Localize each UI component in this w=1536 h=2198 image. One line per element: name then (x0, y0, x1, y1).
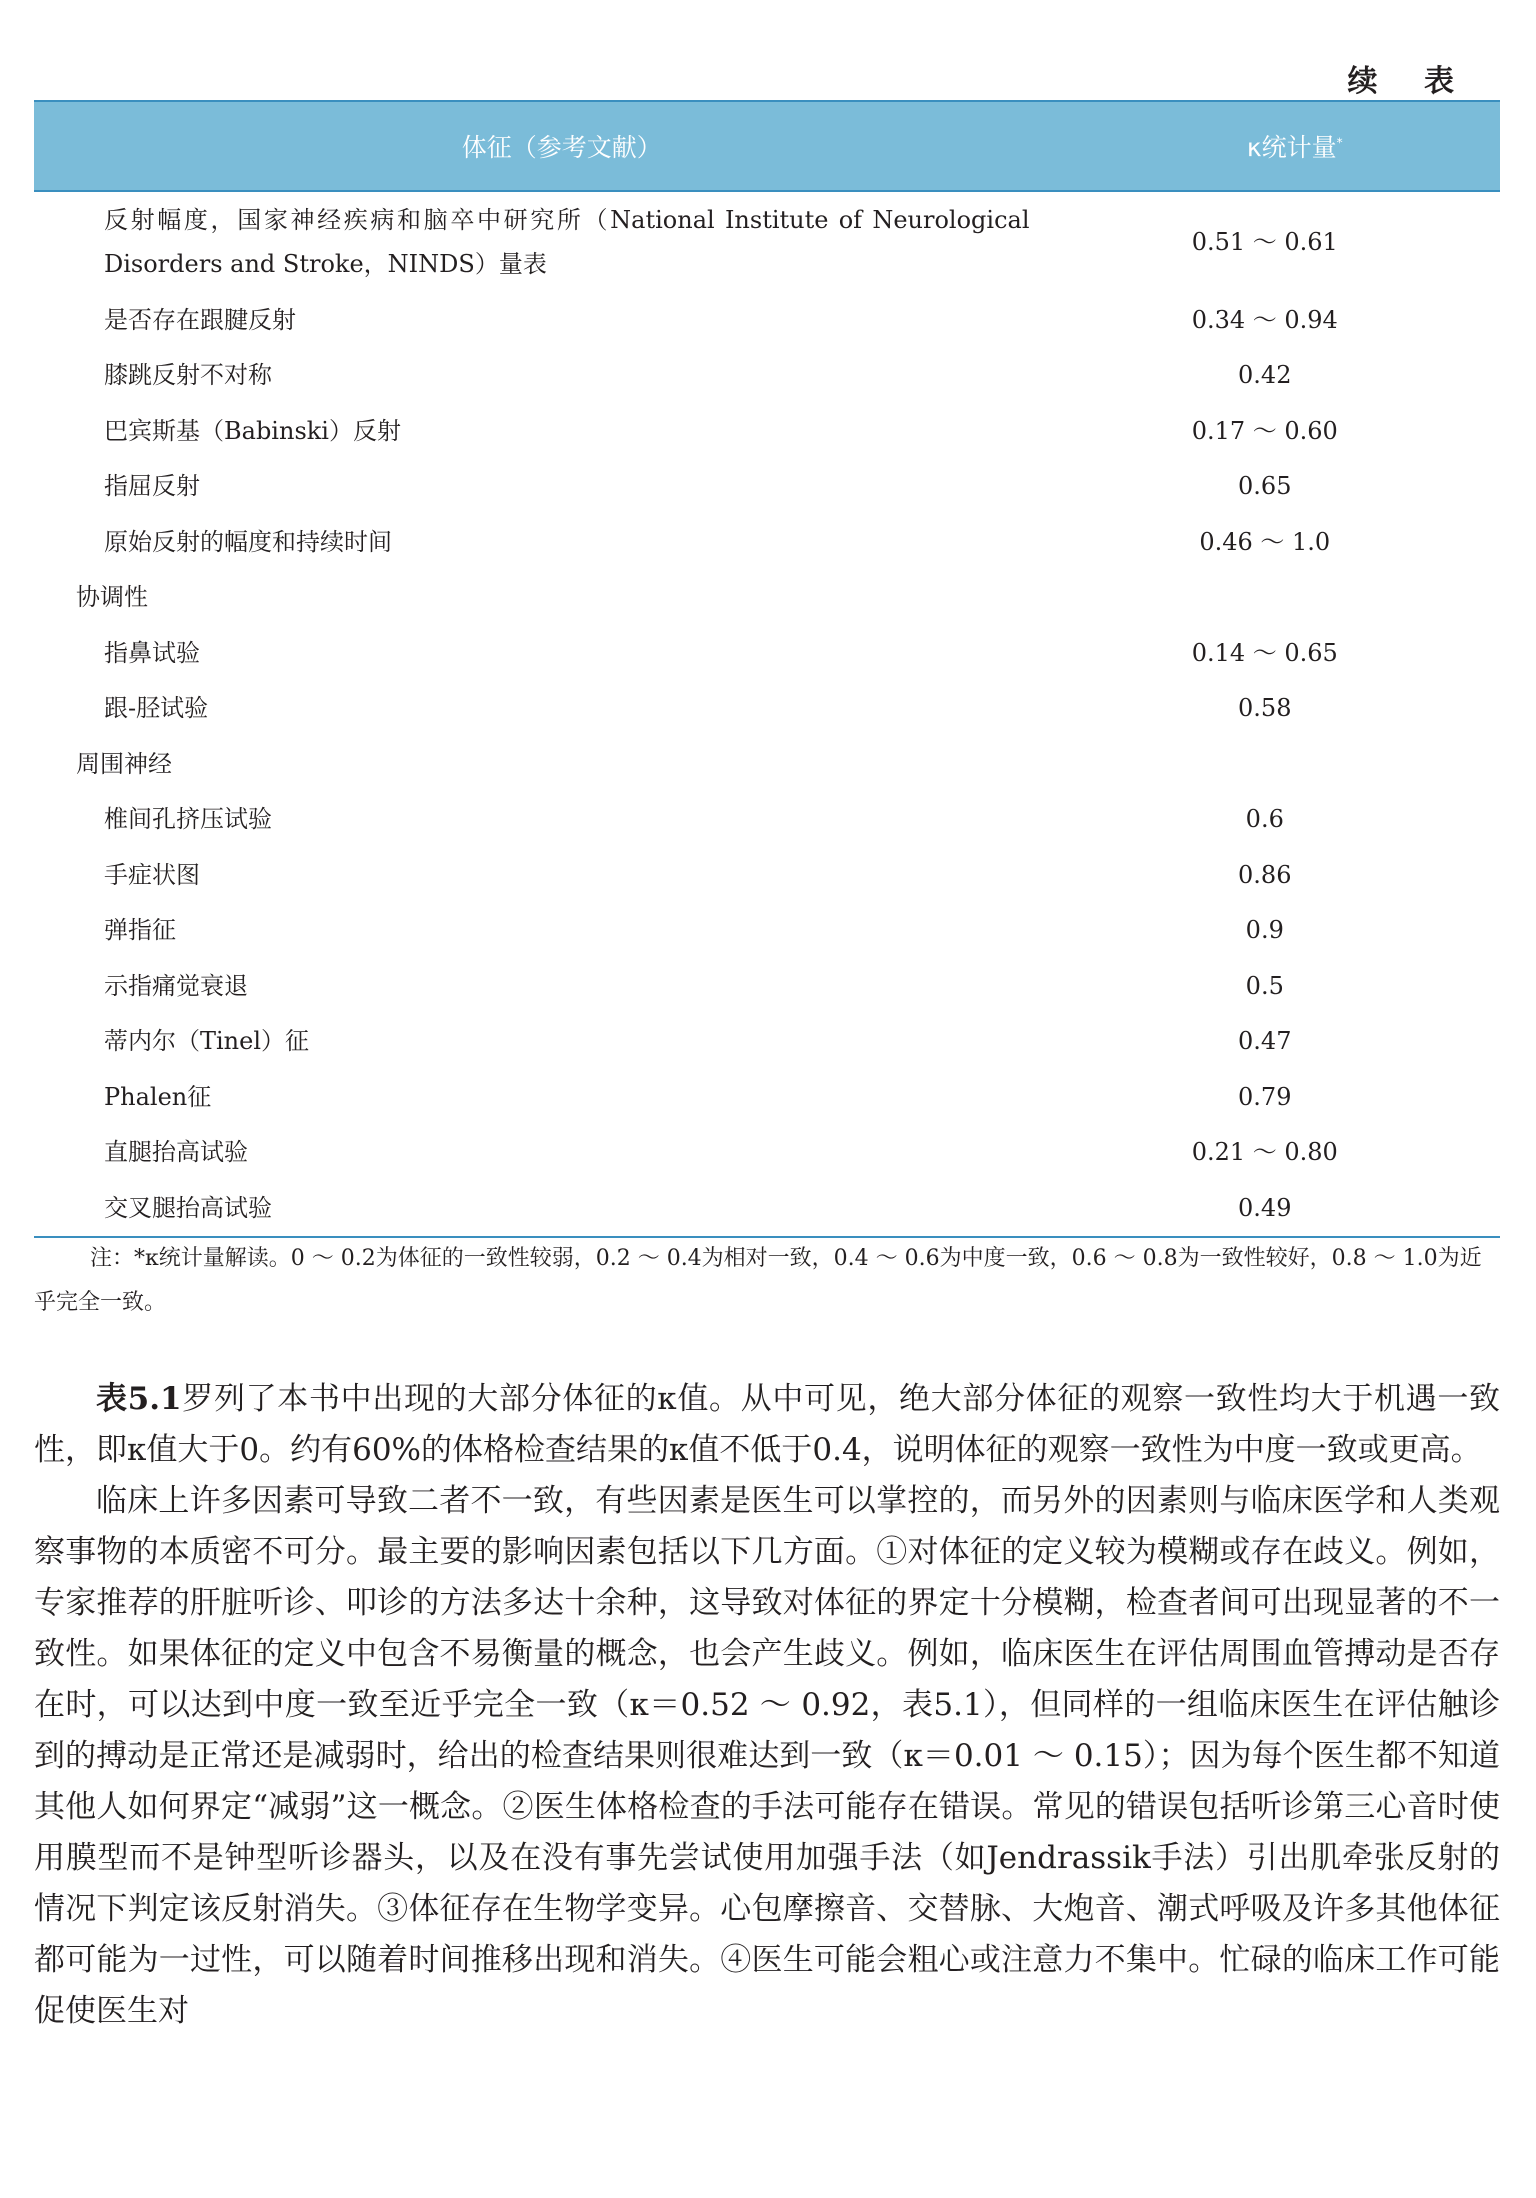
kappa-cell: 0.49 (1090, 1180, 1500, 1237)
sign-cell: 周围神经 (76, 749, 172, 778)
kappa-cell: 0.6 (1245, 805, 1284, 834)
kappa-cell: 0.17 ～ 0.60 (1191, 416, 1338, 445)
table-row (34, 1014, 1500, 1070)
table-row (34, 514, 1500, 570)
header-kappa-footnote-mark: * (1336, 135, 1343, 150)
sign-cell: 弹指征 (104, 916, 176, 945)
sign-cell: 椎间孔挤压试验 (104, 805, 272, 834)
signs-table-container (34, 100, 1500, 1238)
body-text (34, 1374, 1500, 2037)
table-category-row (34, 736, 1500, 792)
kappa-cell: 0.86 (1238, 860, 1292, 889)
paragraph-text: 临床上许多因素可导致二者不一致，有些因素是医生可以掌控的，而另外的因素则与临床医学和人类观察事物的本质密不可分。最主要的影响因素包括以下几方面。①对体征的定义较为模糊或存在歧义。例如，专家推荐的肝脏听诊、叩诊的方法多达十余种，这导致对体征的界定十分模糊，检查者间可出现显著的不一致性。如果体征的定义中包含不易衡量的概念，也会产生歧义。例如，临床医生在评估周围血管搏动是否存在时，可以达到中度一致至近乎完全一致（κ＝0.52 ～ 0.92，表5.1），但同样的一组临床医生在评估触诊到的搏动是正常还是减弱时，给出的检查结果则很难达到一致（κ＝0.01 ～ 0.15）；因为每个医生都不知道其他人如何界定“减弱”这一概念。②医生体格检查的手法可能存在错误。常见的错误包括听诊第三心音时使用膜型而不是钟型听诊器头，以及在没有事先尝试使用加强手法（如Jendrassik手法）引出肌牵张反射的情况下判定该反射消失。③体征存在生物学变异。心包摩擦音、交替脉、大炮音、潮式呼吸及许多其他体征都可能为一过性，可以随着时间推移出现和消失。④医生可能会粗心或注意力不集中。忙碌的临床工作可能促使医生对 (34, 1483, 1500, 2029)
table-row (34, 958, 1500, 1014)
kappa-cell: 0.5 (1245, 971, 1284, 1000)
table-category-row (34, 570, 1500, 626)
table-footnote: 注：*κ统计量解读。0 ～ 0.2为体征的一致性较弱，0.2 ～ 0.4为相对一致，0.4 ～ 0.6为中度一致，0.6 ～ 0.8为一致性较好，0.8 ～ 1.0为近乎完全一致。 (34, 1246, 1482, 1315)
kappa-cell: 0.46 ～ 1.0 (1199, 527, 1331, 556)
table-header-row (34, 101, 1500, 191)
sign-cell: 蒂内尔（Tinel）征 (104, 1027, 310, 1056)
table-reference: 表5.1 (96, 1381, 182, 1417)
sign-cell: 交叉腿抬高试验 (34, 1180, 1090, 1237)
body-paragraph (34, 1374, 1500, 1476)
signs-kappa-table (34, 100, 1500, 1238)
table-row (34, 292, 1500, 348)
kappa-cell: 0.58 (1238, 694, 1292, 723)
header-sign (34, 101, 1090, 191)
kappa-cell: 0.34 ～ 0.94 (1191, 305, 1338, 334)
table-row (34, 1180, 1500, 1237)
kappa-cell: 0.42 (1238, 361, 1292, 390)
kappa-cell (1090, 570, 1500, 626)
table-row (34, 792, 1500, 848)
sign-cell: 手症状图 (104, 860, 200, 889)
table-row (34, 847, 1500, 903)
table-row (34, 191, 1500, 292)
table-row (34, 681, 1500, 737)
sign-cell: 示指痛觉衰退 (104, 971, 248, 1000)
table-body (34, 191, 1500, 1237)
kappa-cell: 0.9 (1245, 916, 1284, 945)
kappa-cell: 0.21 ～ 0.80 (1191, 1138, 1338, 1167)
table-row (34, 403, 1500, 459)
kappa-cell: 0.79 (1238, 1082, 1292, 1111)
sign-cell: 膝跳反射不对称 (104, 361, 272, 390)
kappa-cell: 0.65 (1238, 472, 1292, 501)
table-row (34, 903, 1500, 959)
paragraph-text: 罗列了本书中出现的大部分体征的κ值。从中可见，绝大部分体征的观察一致性均大于机遇一致性，即κ值大于0。约有60%的体格检查结果的κ值不低于0.4，说明体征的观察一致性为中度一致或更高。 (34, 1381, 1501, 1468)
sign-cell: 是否存在跟腱反射 (104, 305, 296, 334)
sign-cell: 指屈反射 (104, 472, 200, 501)
sign-cell: 反射幅度，国家神经疾病和脑卒中研究所（National Institute of Neurological Disorders and Stroke，NINDS）量表 (104, 206, 1030, 278)
continued-table-label: 续 表 (1347, 64, 1472, 99)
sign-cell: 协调性 (76, 583, 148, 612)
table-row (34, 1125, 1500, 1181)
table-row (34, 1069, 1500, 1125)
sign-cell: Phalen征 (104, 1082, 212, 1111)
header-kappa (1090, 101, 1500, 191)
sign-cell: 巴宾斯基（Babinski）反射 (104, 416, 401, 445)
kappa-cell: 0.51 ～ 0.61 (1191, 228, 1338, 256)
sign-cell: 指鼻试验 (104, 638, 200, 667)
table-row (34, 348, 1500, 404)
body-paragraph (34, 1476, 1500, 2037)
sign-cell: 跟-胫试验 (104, 694, 209, 723)
kappa-cell: 0.47 (1238, 1027, 1292, 1056)
sign-cell: 原始反射的幅度和持续时间 (104, 527, 392, 556)
kappa-cell (1090, 736, 1500, 792)
table-row (34, 625, 1500, 681)
kappa-cell: 0.14 ～ 0.65 (1191, 638, 1338, 667)
table-row (34, 459, 1500, 515)
header-kappa-label: κ统计量 (1246, 133, 1337, 162)
sign-cell: 直腿抬高试验 (104, 1138, 248, 1167)
header-sign-label: 体征（参考文献） (461, 133, 662, 162)
